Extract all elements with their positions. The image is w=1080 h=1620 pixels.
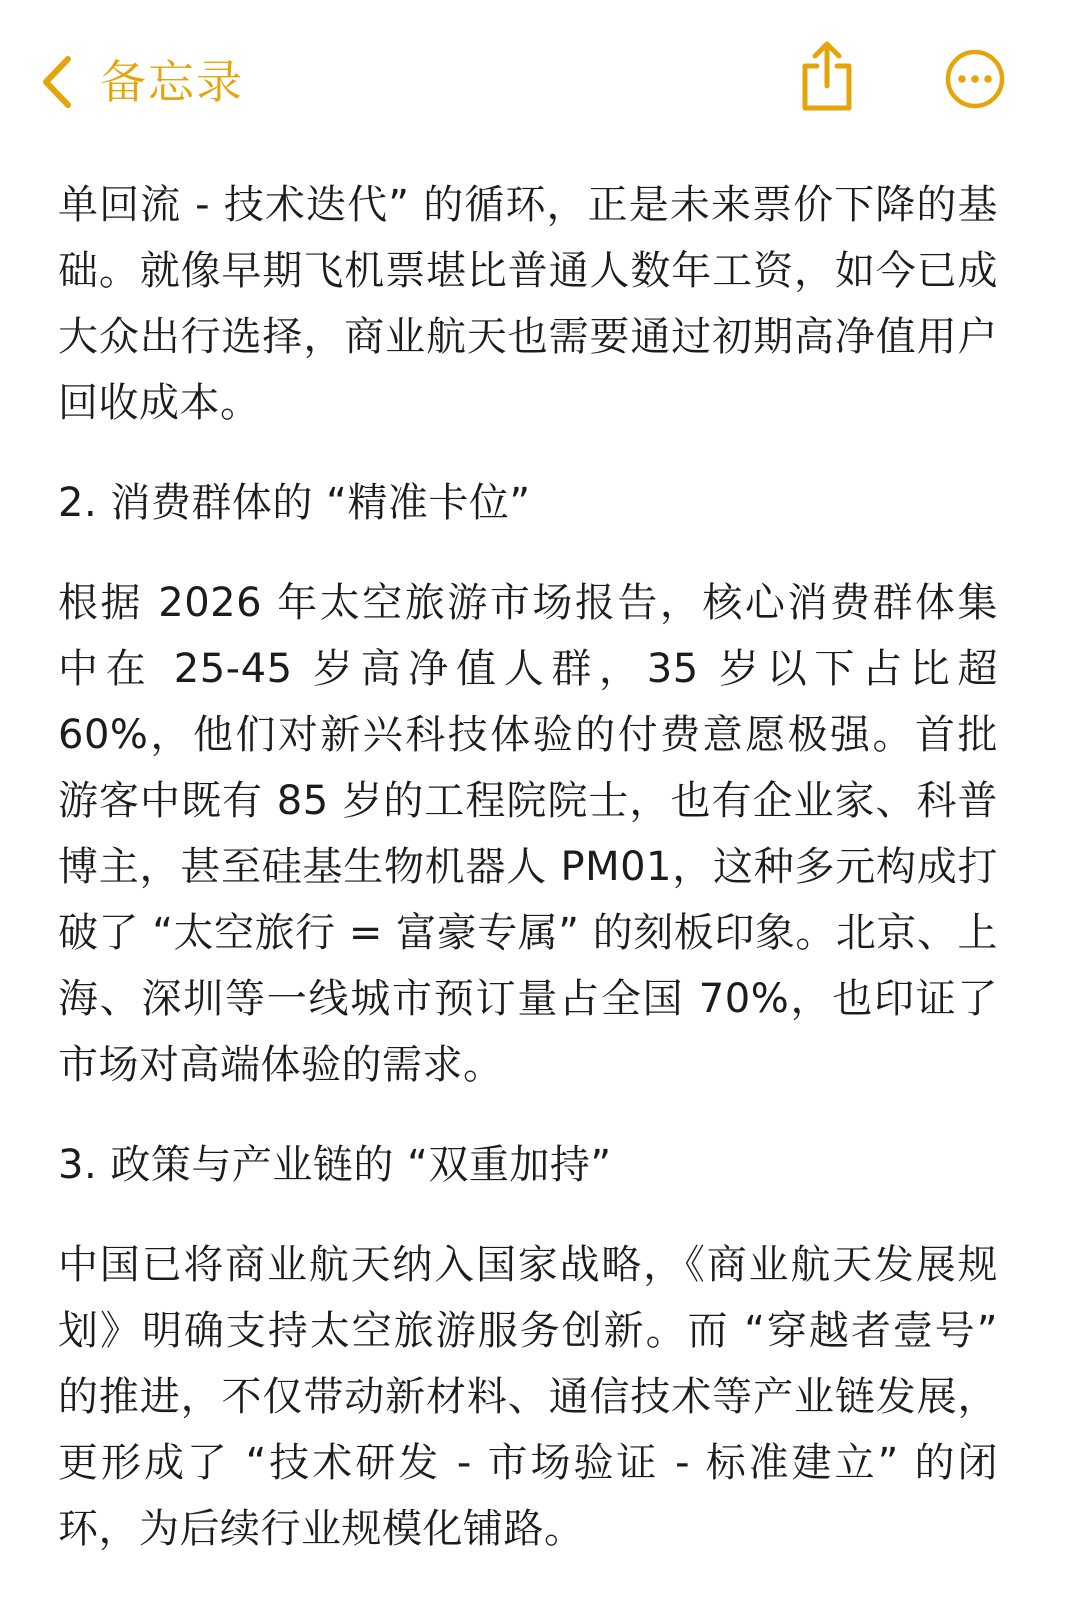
section-heading: 3. 政策与产业链的 “双重加持”: [58, 1142, 612, 1188]
note-paragraph: 根据 2026 年太空旅游市场报告，核心消费群体集中在 25-45 岁高净值人群，35 岁以下占比超 60%，他们对新兴科技体验的付费意愿极强。首批游客中既有 85 岁的工程院院士，也有企业家、科普博主，甚至硅基生物机器人 PM01，这种多元构成打破了 “太空旅行 = 富豪专属” 的刻板印象。北京、上海、深圳等一线城市预订量占全国 70%，也印证了市场对高端体验的需求。: [58, 580, 998, 1088]
section-heading: 2. 消费群体的 “精准卡位”: [58, 480, 531, 526]
nav-bar: [0, 0, 1080, 160]
share-icon[interactable]: [795, 38, 859, 114]
ellipsis-circle-icon[interactable]: [944, 48, 1006, 110]
back-button[interactable]: [36, 44, 244, 120]
chevron-left-icon: [36, 53, 76, 111]
note-body[interactable]: [58, 172, 998, 1562]
note-paragraph: 中国已将商业航天纳入国家战略，《商业航天发展规划》明确支持太空旅游服务创新。而 “穿越者壹号” 的推进，不仅带动新材料、通信技术等产业链发展，更形成了 “技术研发 - 市场验证 - 标准建立” 的闭环，为后续行业规模化铺路。: [58, 1242, 998, 1552]
back-label: 备忘录: [100, 55, 244, 109]
note-paragraph: 单回流 - 技术迭代” 的循环，正是未来票价下降的基础。就像早期飞机票堪比普通人数年工资，如今已成大众出行选择，商业航天也需要通过初期高净值用户回收成本。: [58, 182, 998, 426]
